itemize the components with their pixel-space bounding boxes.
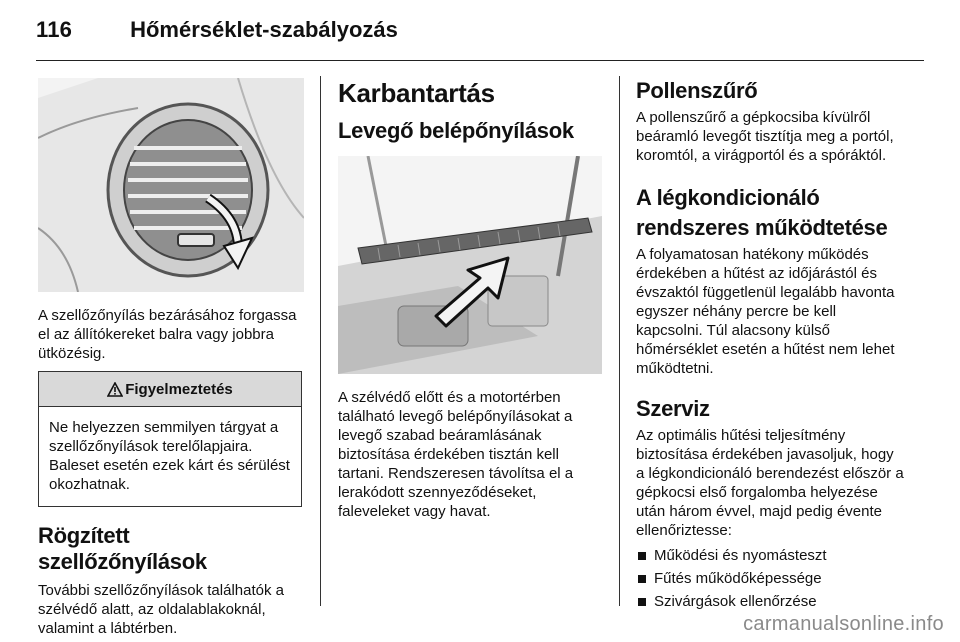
figure-caption: A szellőzőnyílás bezárásához forgassa el az állítókereket balra vagy jobbra ütközésig. [38, 307, 297, 362]
subsection-title: Levegő belépőnyílások [338, 118, 574, 143]
list-item: Szivárgások ellenőrzése [636, 590, 904, 613]
section-title: Rögzített szellőzőnyílások [38, 523, 207, 574]
bullet-square-icon [638, 552, 646, 560]
section-text: További szellőzőnyílások találhatók a szélvédő alatt, az oldalablakoknál, valamint a lábtérben. [38, 582, 284, 637]
chapter-title: Hőmérséklet-szabályozás [130, 17, 398, 42]
column-middle [338, 78, 604, 521]
warning-box [38, 371, 302, 507]
ac-operation-text: A folyamatosan hatékony működés érdekében a hűtést az időjárástól és évszaktól függetlenül legalább havonta egyszer néhány percre be kell kapcsolni. Túl alacsony külső hőmérséklet esetén a hűtést nem lehet működtetni. [636, 246, 895, 377]
bullet-square-icon [638, 575, 646, 583]
watermark: carmanualsonline.info [743, 613, 944, 635]
column-right [636, 78, 904, 613]
service-checklist [636, 544, 904, 613]
service-title: Szerviz [636, 396, 710, 421]
warning-title: Figyelmeztetés [125, 380, 233, 398]
pollen-filter-title: Pollenszűrő [636, 78, 758, 103]
warning-header [39, 372, 301, 407]
pollen-filter-text: A pollenszűrő a gépkocsiba kívülről beáramló levegőt tisztítja meg a portól, koromtól, a virágportól és a spóráktól. [636, 109, 894, 164]
page-header [36, 10, 398, 50]
header-rule [36, 60, 924, 61]
page-number: 116 [36, 17, 73, 42]
warning-text: Ne helyezzen semmilyen tárgyat a szellőzőnyílások terelőlapjaira. Baleset esetén ezek kárt és sérülést okozhatnak. [49, 419, 290, 493]
list-item: Működési és nyomásteszt [636, 544, 904, 567]
figure-caption: A szélvédő előtt és a motortérben található levegő belépőnyílásokat a levegő szabad beáramlásának biztosítása érdekében tisztán kell tartani. Rendszeresen távolítsa el a lerakódott szennyeződéseket, faleveleket vagy havat. [338, 389, 574, 520]
column-left [38, 78, 304, 638]
warning-triangle-icon [107, 382, 123, 397]
bullet-square-icon [638, 598, 646, 606]
ac-operation-title: A légkondicionáló rendszeres működtetése [636, 185, 888, 240]
column-divider [619, 76, 620, 606]
air-vent-figure [38, 78, 304, 292]
service-text: Az optimális hűtési teljesítmény biztosítása érdekében javasoljuk, hogy a légkondicionáló berendezést először a gépkocsi első forgalomba helyezése után három évvel, majd pedig évente ellenőriztesse: [636, 427, 904, 539]
list-item: Fűtés működőképessége [636, 567, 904, 590]
column-divider [320, 76, 321, 606]
page-section-title: Karbantartás [338, 78, 495, 108]
air-intake-figure [338, 156, 602, 374]
